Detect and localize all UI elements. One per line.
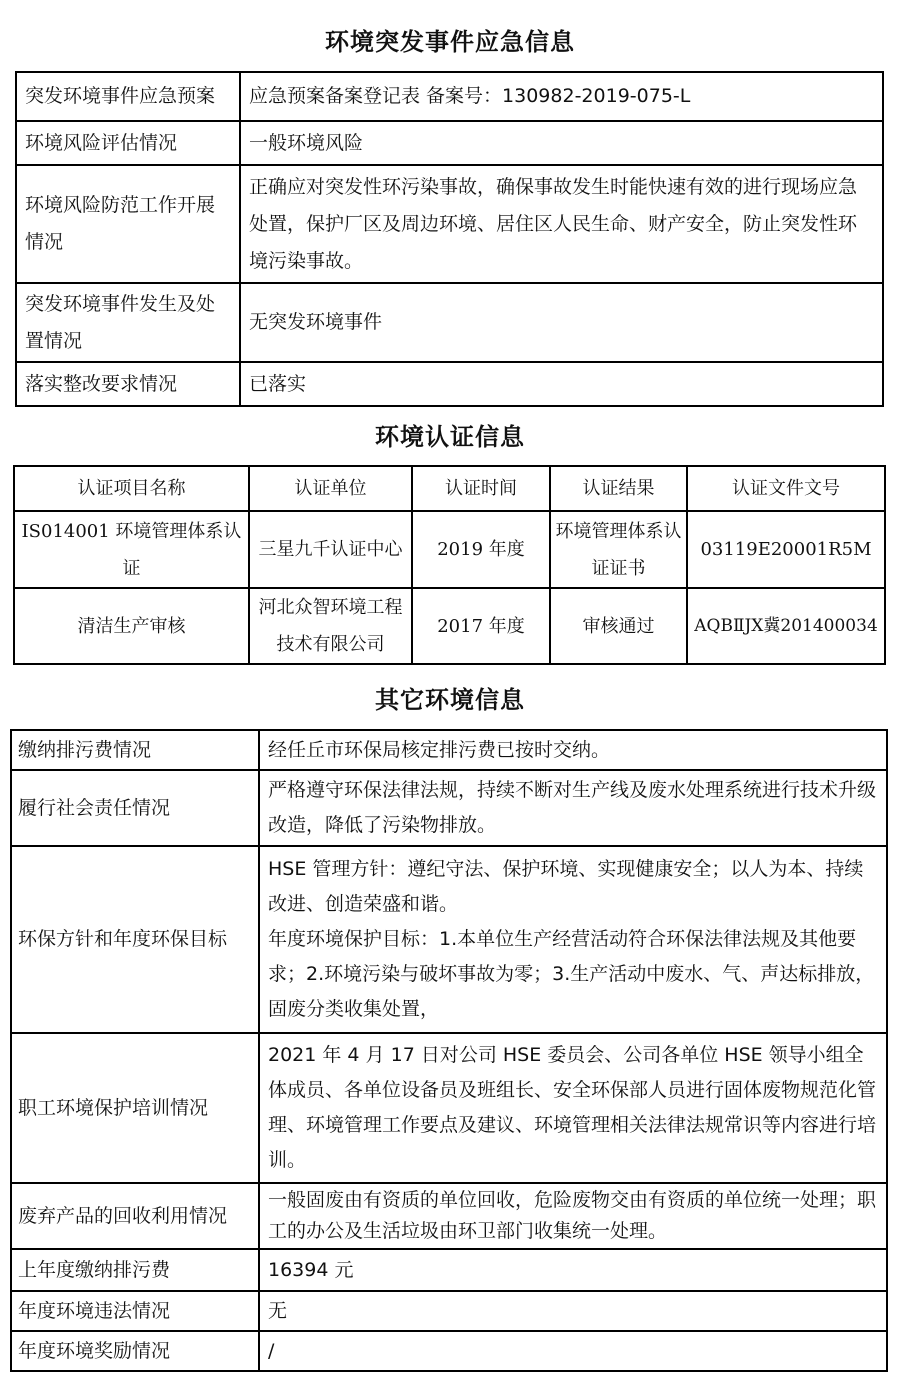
table-cell: AQBⅡJX冀201400034 (687, 588, 885, 664)
section-title-other: 其它环境信息 (375, 686, 525, 714)
table-row (11, 730, 887, 770)
row-value: 正确应对突发性环污染事故，确保事故发生时能快速有效的进行现场应急处置，保护厂区及周边环境、居住区人民生命、财产安全，防止突发性环境污染事故。 (240, 165, 883, 283)
row-value: 严格遵守环保法律法规，持续不断对生产线及废水处理系统进行技术升级改造，降低了污染物排放。 (259, 770, 887, 846)
table-row (11, 770, 887, 846)
row-label: 环境风险评估情况 (16, 121, 240, 165)
row-label: 履行社会责任情况 (11, 770, 259, 846)
table-header-row (14, 466, 885, 511)
table-cell: IS014001 环境管理体系认证 (14, 511, 249, 588)
row-label: 上年度缴纳排污费 (11, 1249, 259, 1291)
table-cell: 清洁生产审核 (14, 588, 249, 664)
row-label: 突发环境事件应急预案 (16, 72, 240, 121)
row-value: 应急预案备案登记表 备案号：130982-2019-075-L (240, 72, 883, 121)
table-row (11, 1331, 887, 1371)
table-cell: 03119E20001R5M (687, 511, 885, 588)
row-value: 一般环境风险 (240, 121, 883, 165)
certification-table (13, 465, 886, 665)
column-header: 认证单位 (249, 466, 412, 511)
column-header: 认证文件文号 (687, 466, 885, 511)
table-cell: 2017 年度 (412, 588, 550, 664)
table-cell: 2019 年度 (412, 511, 550, 588)
row-value: 16394 元 (259, 1249, 887, 1291)
row-label: 突发环境事件发生及处置情况 (16, 283, 240, 362)
table-row (11, 1291, 887, 1331)
table-row (16, 121, 883, 165)
row-value: 一般固废由有资质的单位回收，危险废物交由有资质的单位统一处理；职工的办公及生活垃圾由环卫部门收集统一处理。 (259, 1183, 887, 1249)
row-label: 废弃产品的回收利用情况 (11, 1183, 259, 1249)
emergency-info-table (15, 71, 884, 407)
table-cell: 审核通过 (550, 588, 687, 664)
other-info-table (10, 729, 888, 1372)
table-row (16, 283, 883, 362)
table-row (11, 846, 887, 1033)
table-row (14, 588, 885, 664)
column-header: 认证结果 (550, 466, 687, 511)
policy-text: HSE 管理方针：遵纪守法、保护环境、实现健康安全；以人为本、持续改进、创造荣盛和谐。 (268, 858, 864, 915)
table-cell: 三星九千认证中心 (249, 511, 412, 588)
table-cell: 环境管理体系认证证书 (550, 511, 687, 588)
row-value: 经任丘市环保局核定排污费已按时交纳。 (259, 730, 887, 770)
table-row (16, 362, 883, 406)
row-value: / (259, 1331, 887, 1371)
row-value: 2021 年 4 月 17 日对公司 HSE 委员会、公司各单位 HSE 领导小组全体成员、各单位设备员及班组长、安全环保部人员进行固体废物规范化管理、环境管理工作要点及建议、环境管理相关法律法规常识等内容进行培训。 (259, 1033, 887, 1183)
row-label: 年度环境奖励情况 (11, 1331, 259, 1371)
table-row (11, 1183, 887, 1249)
row-label: 环保方针和年度环保目标 (11, 846, 259, 1033)
row-value (259, 846, 887, 1033)
table-row (16, 72, 883, 121)
table-row (11, 1033, 887, 1183)
table-row (14, 511, 885, 588)
annual-target-text: 年度环境保护目标：1.本单位生产经营活动符合环保法律法规及其他要求；2.环境污染与破坏事故为零；3.生产活动中废水、气、声达标排放，固废分类收集处置， (268, 928, 875, 1020)
row-label: 年度环境违法情况 (11, 1291, 259, 1331)
row-value: 无 (259, 1291, 887, 1331)
row-label: 缴纳排污费情况 (11, 730, 259, 770)
table-row (16, 165, 883, 283)
row-value: 已落实 (240, 362, 883, 406)
table-cell: 河北众智环境工程技术有限公司 (249, 588, 412, 664)
column-header: 认证项目名称 (14, 466, 249, 511)
column-header: 认证时间 (412, 466, 550, 511)
row-value: 无突发环境事件 (240, 283, 883, 362)
row-label: 环境风险防范工作开展情况 (16, 165, 240, 283)
section-title-certification: 环境认证信息 (375, 423, 525, 451)
row-label: 落实整改要求情况 (16, 362, 240, 406)
section-title-emergency: 环境突发事件应急信息 (325, 28, 575, 56)
row-label: 职工环境保护培训情况 (11, 1033, 259, 1183)
table-row (11, 1249, 887, 1291)
